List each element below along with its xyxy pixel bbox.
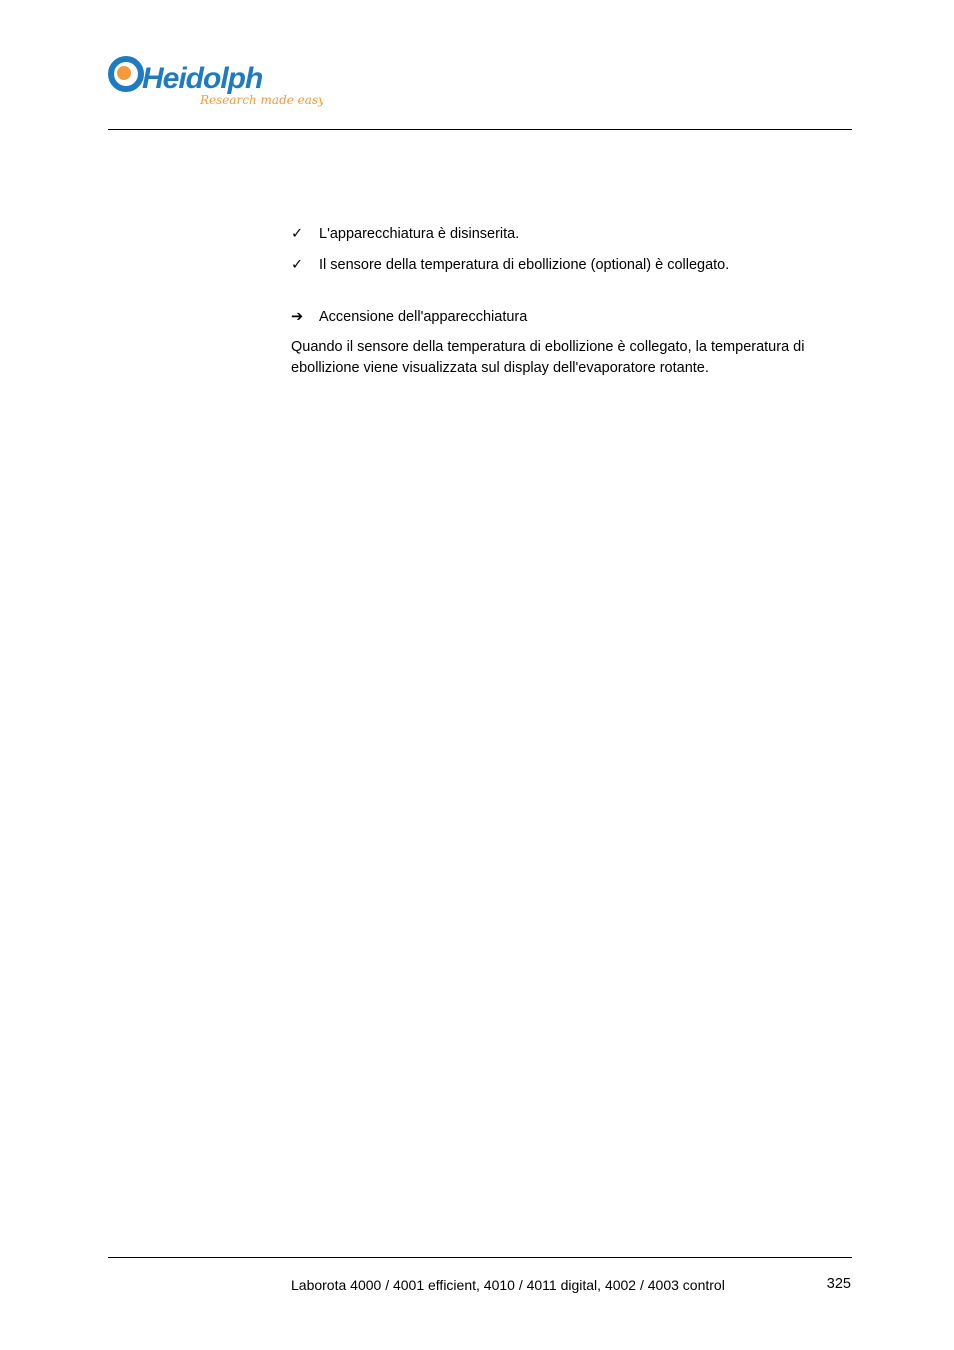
description-paragraph: Quando il sensore della temperatura di ebollizione è collegato, la temperatura di ebollizione viene visualizzata sul display dell'evaporatore rotante. <box>291 339 805 376</box>
logo-wordmark: Heidolph <box>142 62 263 95</box>
heidolph-logo <box>108 50 323 114</box>
page-number: 325 <box>826 1276 851 1292</box>
main-content <box>291 224 851 379</box>
header-divider <box>108 129 852 130</box>
footer-model-line: Laborota 4000 / 4001 efficient, 4010 / 4011 digital, 4002 / 4003 control <box>291 1277 725 1293</box>
action-step <box>291 307 851 328</box>
arrow-right-icon: ➔ <box>291 309 304 325</box>
footer-divider <box>108 1257 852 1258</box>
requirement-text: Il sensore della temperatura di ebollizione (optional) è collegato. <box>319 257 730 273</box>
check-icon: ✓ <box>291 226 304 242</box>
requirement-item <box>291 255 851 276</box>
logo-tagline: Research made easy <box>200 93 323 107</box>
requirement-item <box>291 224 851 245</box>
check-icon: ✓ <box>291 257 304 273</box>
requirement-text: L'apparecchiatura è disinserita. <box>319 226 520 242</box>
action-text: Accensione dell'apparecchiatura <box>319 309 528 325</box>
